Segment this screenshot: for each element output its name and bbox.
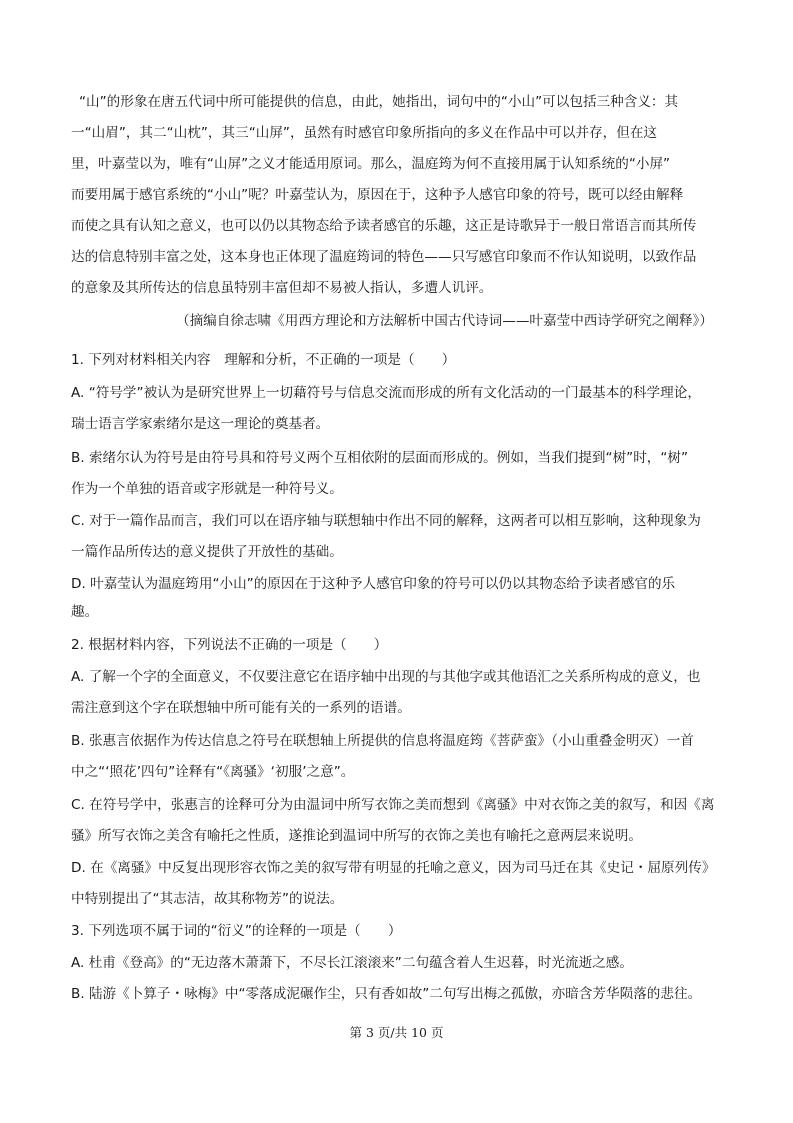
q1-option-c-cont: 一篇作品所传达的意义提供了开放性的基础。 xyxy=(71,544,343,560)
q2-option-b: B. 张惠言依据作为传达信息之符号在联想轴上所提供的信息将温庭筠《菩萨蛮》（小山重叠金明灭）一首 xyxy=(71,733,694,749)
q1-option-a: A. “符号学”被认为是研究世界上一切藉符号与信息交流而形成的所有文化活动的一门最基本的科学理论， xyxy=(71,385,701,401)
q1-option-d-cont: 趣。 xyxy=(71,604,99,620)
q2-option-d: D. 在《离骚》中反复出现形容衣饰之美的叙写带有明显的托喻之意义，因为司马迁在其《史记・屈原列传》 xyxy=(71,860,716,876)
q2-option-b-cont: 中之“‘照花’四句”诠释有“《离骚》‘初服’之意”。 xyxy=(71,764,355,780)
question-2-stem: 2. 根据材料内容，下列说法不正确的一项是（ ） xyxy=(71,637,388,653)
q2-option-a-cont: 需注意到这个字在联想轴中所可能有关的一系列的语谱。 xyxy=(71,700,411,716)
passage-source: （摘编自徐志啸《用西方理论和方法解析中国古代诗词——叶嘉莹中西诗学研究之阐释》） xyxy=(176,313,713,329)
passage-line: 里，叶嘉莹以为，唯有“山屏”之义才能适用原词。那么，温庭筠为何不直接用属于认知系统的“小屏” xyxy=(71,156,671,172)
q2-option-d-cont: 中特别提出了“其志洁，故其称物芳”的说法。 xyxy=(71,891,344,907)
q3-option-b: B. 陆游《卜算子・咏梅》中“零落成泥碾作尘，只有香如故”二句写出梅之孤傲，亦暗含芳华陨落的悲往。 xyxy=(71,986,702,1002)
q1-option-b-cont: 作为一个单独的语音或字形就是一种符号义。 xyxy=(71,481,343,497)
q3-option-a: A. 杜甫《登高》的“无边落木萧萧下，不尽长江滚滚来”二句蕴含着人生迟暮，时光流逝之感。 xyxy=(71,955,633,971)
question-1-stem: 1. 下列对材料相关内容 理解和分析，不正确的一项是（ ） xyxy=(71,352,456,368)
question-3-stem: 3. 下列选项不属于词的“衍义”的诠释的一项是（ ） xyxy=(71,923,402,939)
page-number: 第 3 页/共 10 页 xyxy=(349,1025,444,1040)
q1-option-c: C. 对于一篇作品而言，我们可以在语序轴与联想轴中作出不同的解释，这两者可以相互影响，这种现象为 xyxy=(71,513,701,529)
q2-option-c-cont: 骚》所写衣饰之美含有喻托之性质，遂推论到温词中所写的衣饰之美也有喻托之意两层来说明。 xyxy=(71,828,642,844)
q1-option-b: B. 索绪尔认为符号是由符号具和符号义两个互相依附的层面而形成的。例如，当我们提到“树”时，“树” xyxy=(71,450,689,466)
q1-option-d: D. 叶嘉莹认为温庭筠用“小山”的原因在于这种予人感官印象的符号可以仍以其物态给予读者感官的乐 xyxy=(71,576,676,592)
q2-option-a: A. 了解一个字的全面意义，不仅要注意它在语序轴中出现的与其他字或其他语汇之关系所构成的意义，也 xyxy=(71,669,701,685)
q2-option-c: C. 在符号学中，张惠言的诠释可分为由温词中所写衣饰之美而想到《离骚》中对衣饰之美的叙写，和因《离 xyxy=(71,797,715,813)
passage-line: 达的信息特别丰富之处，这本身也正体现了温庭筠词的特色——只写感官印象而不作认知说明，以致作品 xyxy=(71,249,697,265)
passage-line: “山”的形象在唐五代词中所可能提供的信息，由此，她指出，词句中的“小山”可以包括三种含义：其 xyxy=(79,94,679,110)
passage-line: 而要用属于感官系统的“小山”呢？叶嘉莹认为，原因在于，这种予人感官印象的符号，既可以经由解释 xyxy=(71,187,684,203)
passage-line: 一“山眉”，其二“山枕”，其三“山屏”，虽然有时感官印象所指向的多义在作品中可以并存，但在这 xyxy=(71,125,658,141)
q1-option-a-cont: 瑞士语言学家索绪尔是这一理论的奠基者。 xyxy=(71,416,330,432)
passage-line: 的意象及其所传达的信息虽特别丰富但却不易被人指认，多遭人讥评。 xyxy=(71,280,493,296)
passage-line: 而使之具有认知之意义，也可以仍以其物态给予读者感官的乐趣，这正是诗歌异于一般日常语言而其所传 xyxy=(71,218,697,234)
